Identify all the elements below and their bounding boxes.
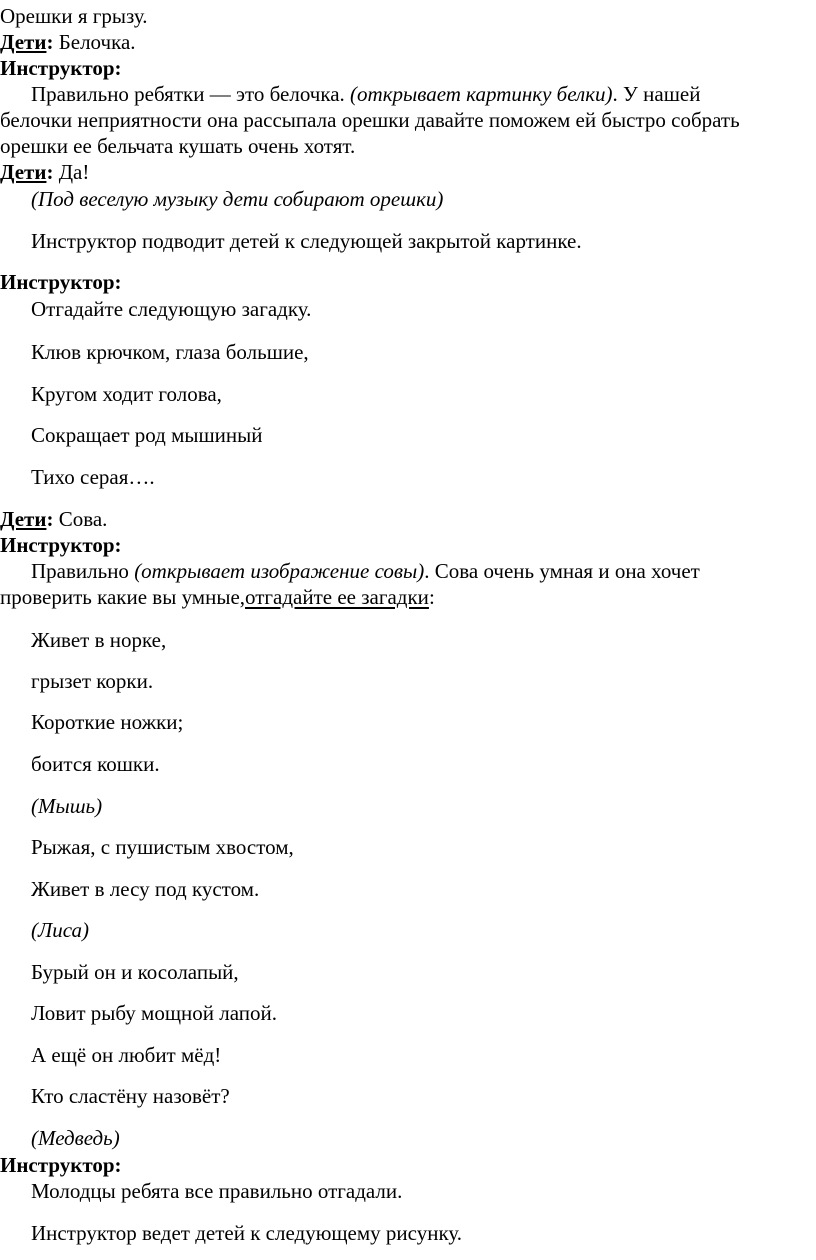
text: Орешки я грызу. [0,4,148,28]
speaker-heading: Инструктор: [0,56,122,80]
riddle-line: Живет в норке, [31,628,167,652]
dialogue-text: Сова. [53,507,108,531]
riddle-answer: (Лиса) [31,918,89,942]
speaker-heading: Инструктор: [0,533,122,557]
paragraph-line: Инструктор ведет детей к следующему рисунку. [31,1221,462,1245]
text: . У нашей [612,82,701,106]
stage-direction: (открывает картинку белки) [350,82,613,106]
riddle-answer: (Медведь) [31,1126,120,1150]
dialogue-text: Белочка. [53,30,136,54]
riddle-line: Короткие ножки; [31,710,184,734]
riddle-answer: (Мышь) [31,794,103,818]
dialogue-line [0,159,89,185]
riddle-line: Живет в лесу под кустом. [31,877,260,901]
speaker-colon: : [46,160,54,184]
dialogue-line [0,29,136,55]
dialogue-text: Да! [53,160,90,184]
speaker-label: Дети [0,160,47,184]
riddle-line: Бурый он и косолапый, [31,960,239,984]
riddle-line: боится кошки. [31,752,160,776]
paragraph-line: Инструктор подводит детей к следующей закрытой картинке. [31,229,582,253]
paragraph-line: Отгадайте следующую загадку. [31,297,312,321]
speaker-label: Дети [0,30,47,54]
stage-direction: (Под веселую музыку дети собирают орешки) [31,187,444,211]
speaker-heading: Инструктор: [0,270,122,294]
text-line [0,3,147,29]
riddle-line: Сокращает род мышиный [31,423,263,447]
text: Правильно ребятки — это белочка. [31,82,351,106]
riddle-line: Рыжая, с пушистым хвостом, [31,835,294,859]
stage-direction: (открывает изображение совы) [134,559,425,583]
riddle-line: Тихо серая…. [31,465,155,489]
riddle-line: А ещё он любит мёд! [31,1043,222,1067]
text: : [428,585,435,609]
speaker-colon: : [46,507,54,531]
paragraph-line [0,584,435,610]
riddle-line: Ловит рыбу мощной лапой. [31,1001,277,1025]
riddle-line: Кругом ходит голова, [31,382,222,406]
paragraph-line [31,81,700,107]
dialogue-line [0,506,107,532]
paragraph-line: белочки неприятности она рассыпала орешки давайте поможем ей быстро собрать [0,108,740,132]
text: Правильно [31,559,135,583]
text: проверить какие вы умные, [0,585,246,609]
text: . Сова очень умная и она хочет [424,559,700,583]
underlined-text: отгадайте ее загадки [245,585,429,609]
riddle-line: грызет корки. [31,669,154,693]
paragraph-line [31,558,700,584]
riddle-line: Клюв крючком, глаза большие, [31,340,309,364]
speaker-label: Дети [0,507,47,531]
paragraph-line: Молодцы ребята все правильно отгадали. [31,1179,403,1203]
paragraph-line: орешки ее бельчата кушать очень хотят. [0,134,356,158]
speaker-colon: : [46,30,54,54]
riddle-line: Кто сластёну назовёт? [31,1084,230,1108]
speaker-heading: Инструктор: [0,1153,122,1177]
